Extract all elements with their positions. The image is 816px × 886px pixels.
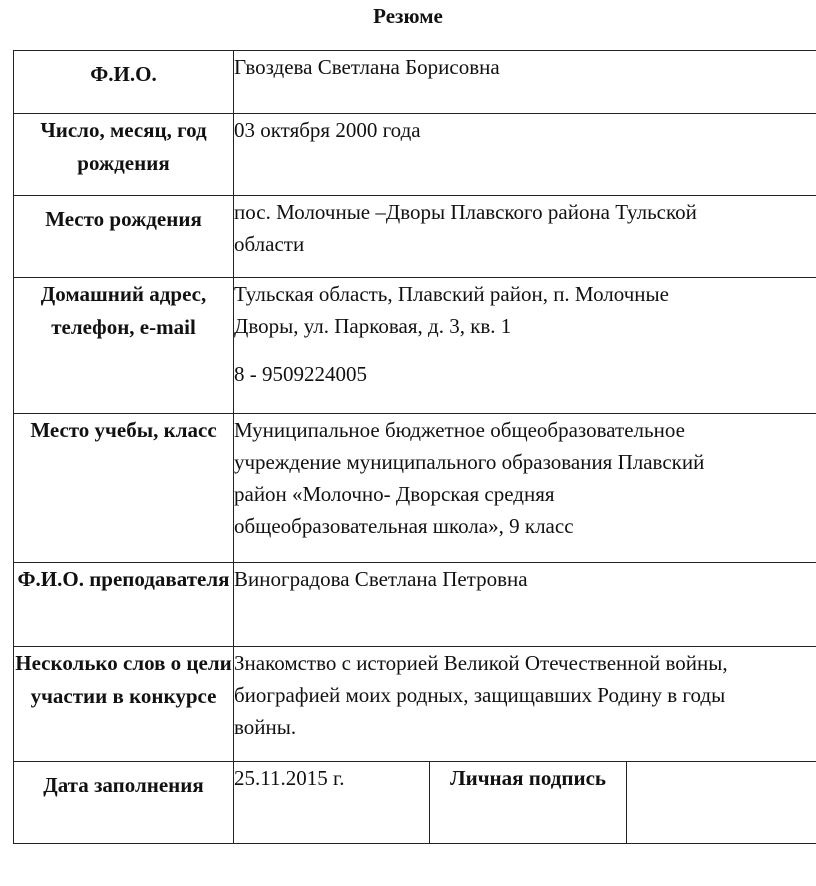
signature-field[interactable] [626,762,816,844]
row-label-school: Место учебы, класс [14,414,234,563]
table-row [14,762,816,844]
value-line: области [234,232,305,256]
row-value-school [234,414,816,563]
value-line: войны. [234,715,297,739]
phone-number: 8 - 9509224005 [234,362,367,386]
value-line: Тульская область, Плавский район, п. Молочные [234,282,669,306]
table-row [14,647,816,762]
row-value-teacher: Виноградова Светлана Петровна [234,563,816,647]
row-value-birthdate: 03 октября 2000 года [234,114,816,196]
row-label-birthdate: Число, месяц, год рождения [14,114,234,196]
resume-table [13,50,816,844]
row-label-birthplace: Место рождения [14,196,234,278]
page-title: Резюме [373,4,443,28]
value-line: биографией моих родных, защищавших Родину в годы [234,683,726,707]
value-line: район «Молочно- Дворская средняя [234,482,555,506]
table-row [14,114,816,196]
value-line: Дворы, ул. Парковая, д. 3, кв. 1 [234,314,512,338]
row-label-teacher: Ф.И.О. преподавателя [14,563,234,647]
row-value-birthplace [234,196,816,278]
row-value-fill-date: 25.11.2015 г. [234,762,430,844]
row-label-fio: Ф.И.О. [14,51,234,114]
table-row [14,414,816,563]
row-value-address [234,278,816,414]
table-row [14,563,816,647]
value-line: Муниципальное бюджетное общеобразовательное [234,418,685,442]
table-row [14,51,816,114]
row-value-fio: Гвоздева Светлана Борисовна [234,51,816,114]
value-line: Знакомство с историей Великой Отечественной войны, [234,651,728,675]
value-line: пос. Молочные –Дворы Плавского района Тульской [234,200,697,224]
value-line: общеобразовательная школа», 9 класс [234,514,574,538]
table-row [14,278,816,414]
row-label-address: Домашний адрес, телефон, e-mail [14,278,234,414]
value-line: учреждение муниципального образования Плавский [234,450,705,474]
table-row [14,196,816,278]
row-value-goal [234,647,816,762]
row-label-goal: Несколько слов о цели участии в конкурсе [14,647,234,762]
row-label-fill-date: Дата заполнения [14,762,234,844]
signature-label: Личная подпись [430,762,626,844]
